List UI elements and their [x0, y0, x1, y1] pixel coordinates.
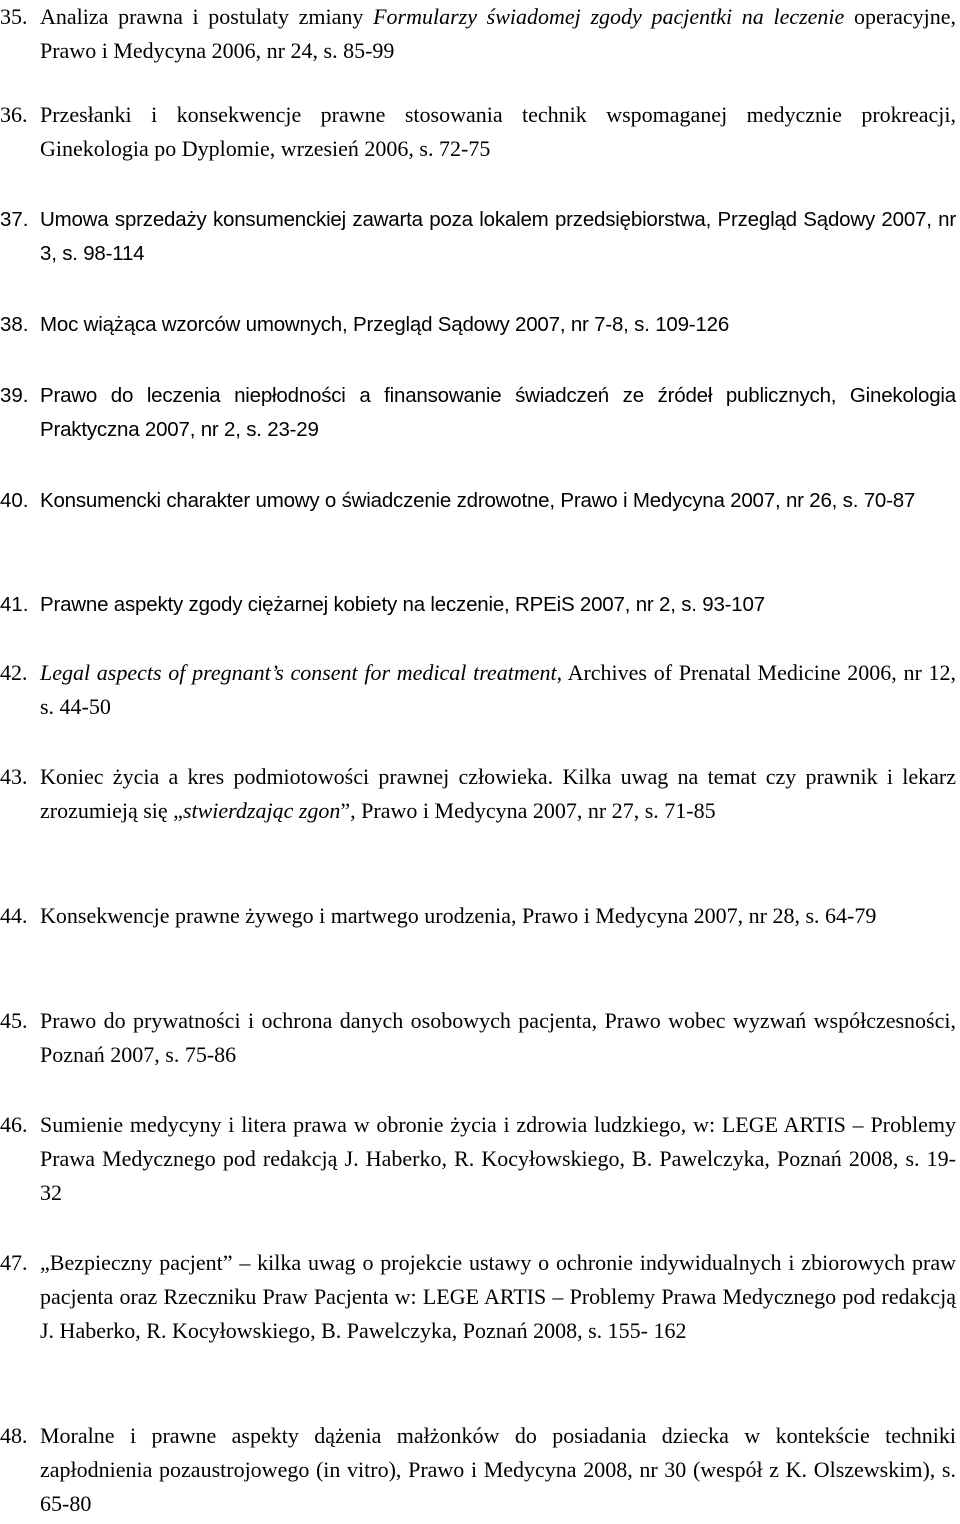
item-number: 46.: [0, 1112, 28, 1137]
item-italic-title: stwierdzając zgon: [182, 798, 341, 823]
item-number: 43.: [0, 764, 28, 789]
list-item: [0, 1419, 956, 1521]
item-text: Prawne aspekty zgody ciężarnej kobiety na leczenie, RPEiS 2007, nr 2, s. 93-107: [40, 593, 765, 616]
list-item: [0, 203, 956, 271]
item-number: 41.: [0, 593, 29, 616]
list-item: [0, 899, 956, 933]
item-text: Umowa sprzedaży konsumenckiej zawarta poza lokalem przedsiębiorstwa, Przegląd Sądowy 2007, nr 3, s. 98-114: [40, 208, 956, 265]
item-number: 44.: [0, 903, 28, 928]
list-item: [0, 484, 956, 518]
item-text: Konsumencki charakter umowy o świadczenie zdrowotne, Prawo i Medycyna 2007, nr 26, s. 70-87: [40, 489, 916, 512]
item-italic-title: Legal aspects of pregnant’s consent for medical treatment: [40, 660, 557, 685]
item-text: Koniec życia a kres podmiotowości prawnej człowieka. Kilka uwag na temat czy prawnik i lekarz zrozumieją się „stwierdzając zgon”, Prawo i Medycyna 2007, nr 27, s. 71-85: [40, 764, 956, 823]
list-item: [0, 0, 956, 68]
item-number: 40.: [0, 489, 29, 512]
item-text: Prawo do prywatności i ochrona danych osobowych pacjenta, Prawo wobec wyzwań współczesności, Poznań 2007, s. 75-86: [40, 1008, 956, 1067]
list-item: [0, 1004, 956, 1072]
list-item: [0, 656, 956, 724]
list-item: [0, 588, 956, 622]
item-number: 35.: [0, 4, 28, 29]
item-number: 38.: [0, 313, 29, 336]
item-text: „Bezpieczny pacjent” – kilka uwag o projekcie ustawy o ochronie indywidualnych i zbiorowych praw pacjenta oraz Rzeczniku Praw Pacjenta w: LEGE ARTIS – Problemy Prawa Medycznego pod redakcją J. Haberko, R. Kocyłowskiego, B. Pawelczyka, Poznań 2008, s. 155- 162: [40, 1250, 956, 1343]
item-italic-title: Formularzy świadomej zgody pacjentki na leczenie: [373, 4, 845, 29]
item-text: Przesłanki i konsekwencje prawne stosowania technik wspomaganej medycznie prokreacji, Ginekologia po Dyplomie, wrzesień 2006, s. 72-75: [40, 102, 956, 161]
list-item: [0, 1108, 956, 1210]
list-item: [0, 98, 956, 166]
item-text: Moc wiążąca wzorców umownych, Przegląd Sądowy 2007, nr 7-8, s. 109-126: [40, 313, 730, 336]
list-item: [0, 379, 956, 447]
item-text: Moralne i prawne aspekty dążenia małżonków do posiadania dziecka w kontekście techniki zapłodnienia pozaustrojowego (in vitro), Prawo i Medycyna 2008, nr 30 (wespół z K. Olszewskim), s. 65-80: [40, 1423, 956, 1516]
item-number: 37.: [0, 208, 29, 231]
item-number: 48.: [0, 1423, 28, 1448]
item-number: 42.: [0, 660, 28, 685]
item-text: Prawo do leczenia niepłodności a finansowanie świadczeń ze źródeł publicznych, Ginekologia Praktyczna 2007, nr 2, s. 23-29: [40, 384, 956, 441]
item-number: 36.: [0, 102, 28, 127]
list-item: [0, 760, 956, 828]
item-number: 47.: [0, 1250, 28, 1275]
list-item: [0, 1246, 956, 1348]
item-text: Konsekwencje prawne żywego i martwego urodzenia, Prawo i Medycyna 2007, nr 28, s. 64-79: [40, 903, 877, 928]
item-text: Sumienie medycyny i litera prawa w obronie życia i zdrowia ludzkiego, w: LEGE ARTIS – Problemy Prawa Medycznego pod redakcją J. Haberko, R. Kocyłowskiego, B. Pawelczyka, Poznań 2008, s. 19- 32: [40, 1112, 956, 1205]
item-number: 45.: [0, 1008, 28, 1033]
item-text: Legal aspects of pregnant’s consent for medical treatment, Archives of Prenatal Medicine 2006, nr 12, s. 44-50: [40, 660, 957, 719]
item-text: Analiza prawna i postulaty zmiany Formularzy świadomej zgody pacjentki na leczenie operacyjne, Prawo i Medycyna 2006, nr 24, s. 85-99: [40, 4, 956, 63]
item-number: 39.: [0, 384, 29, 407]
list-item: [0, 308, 956, 342]
